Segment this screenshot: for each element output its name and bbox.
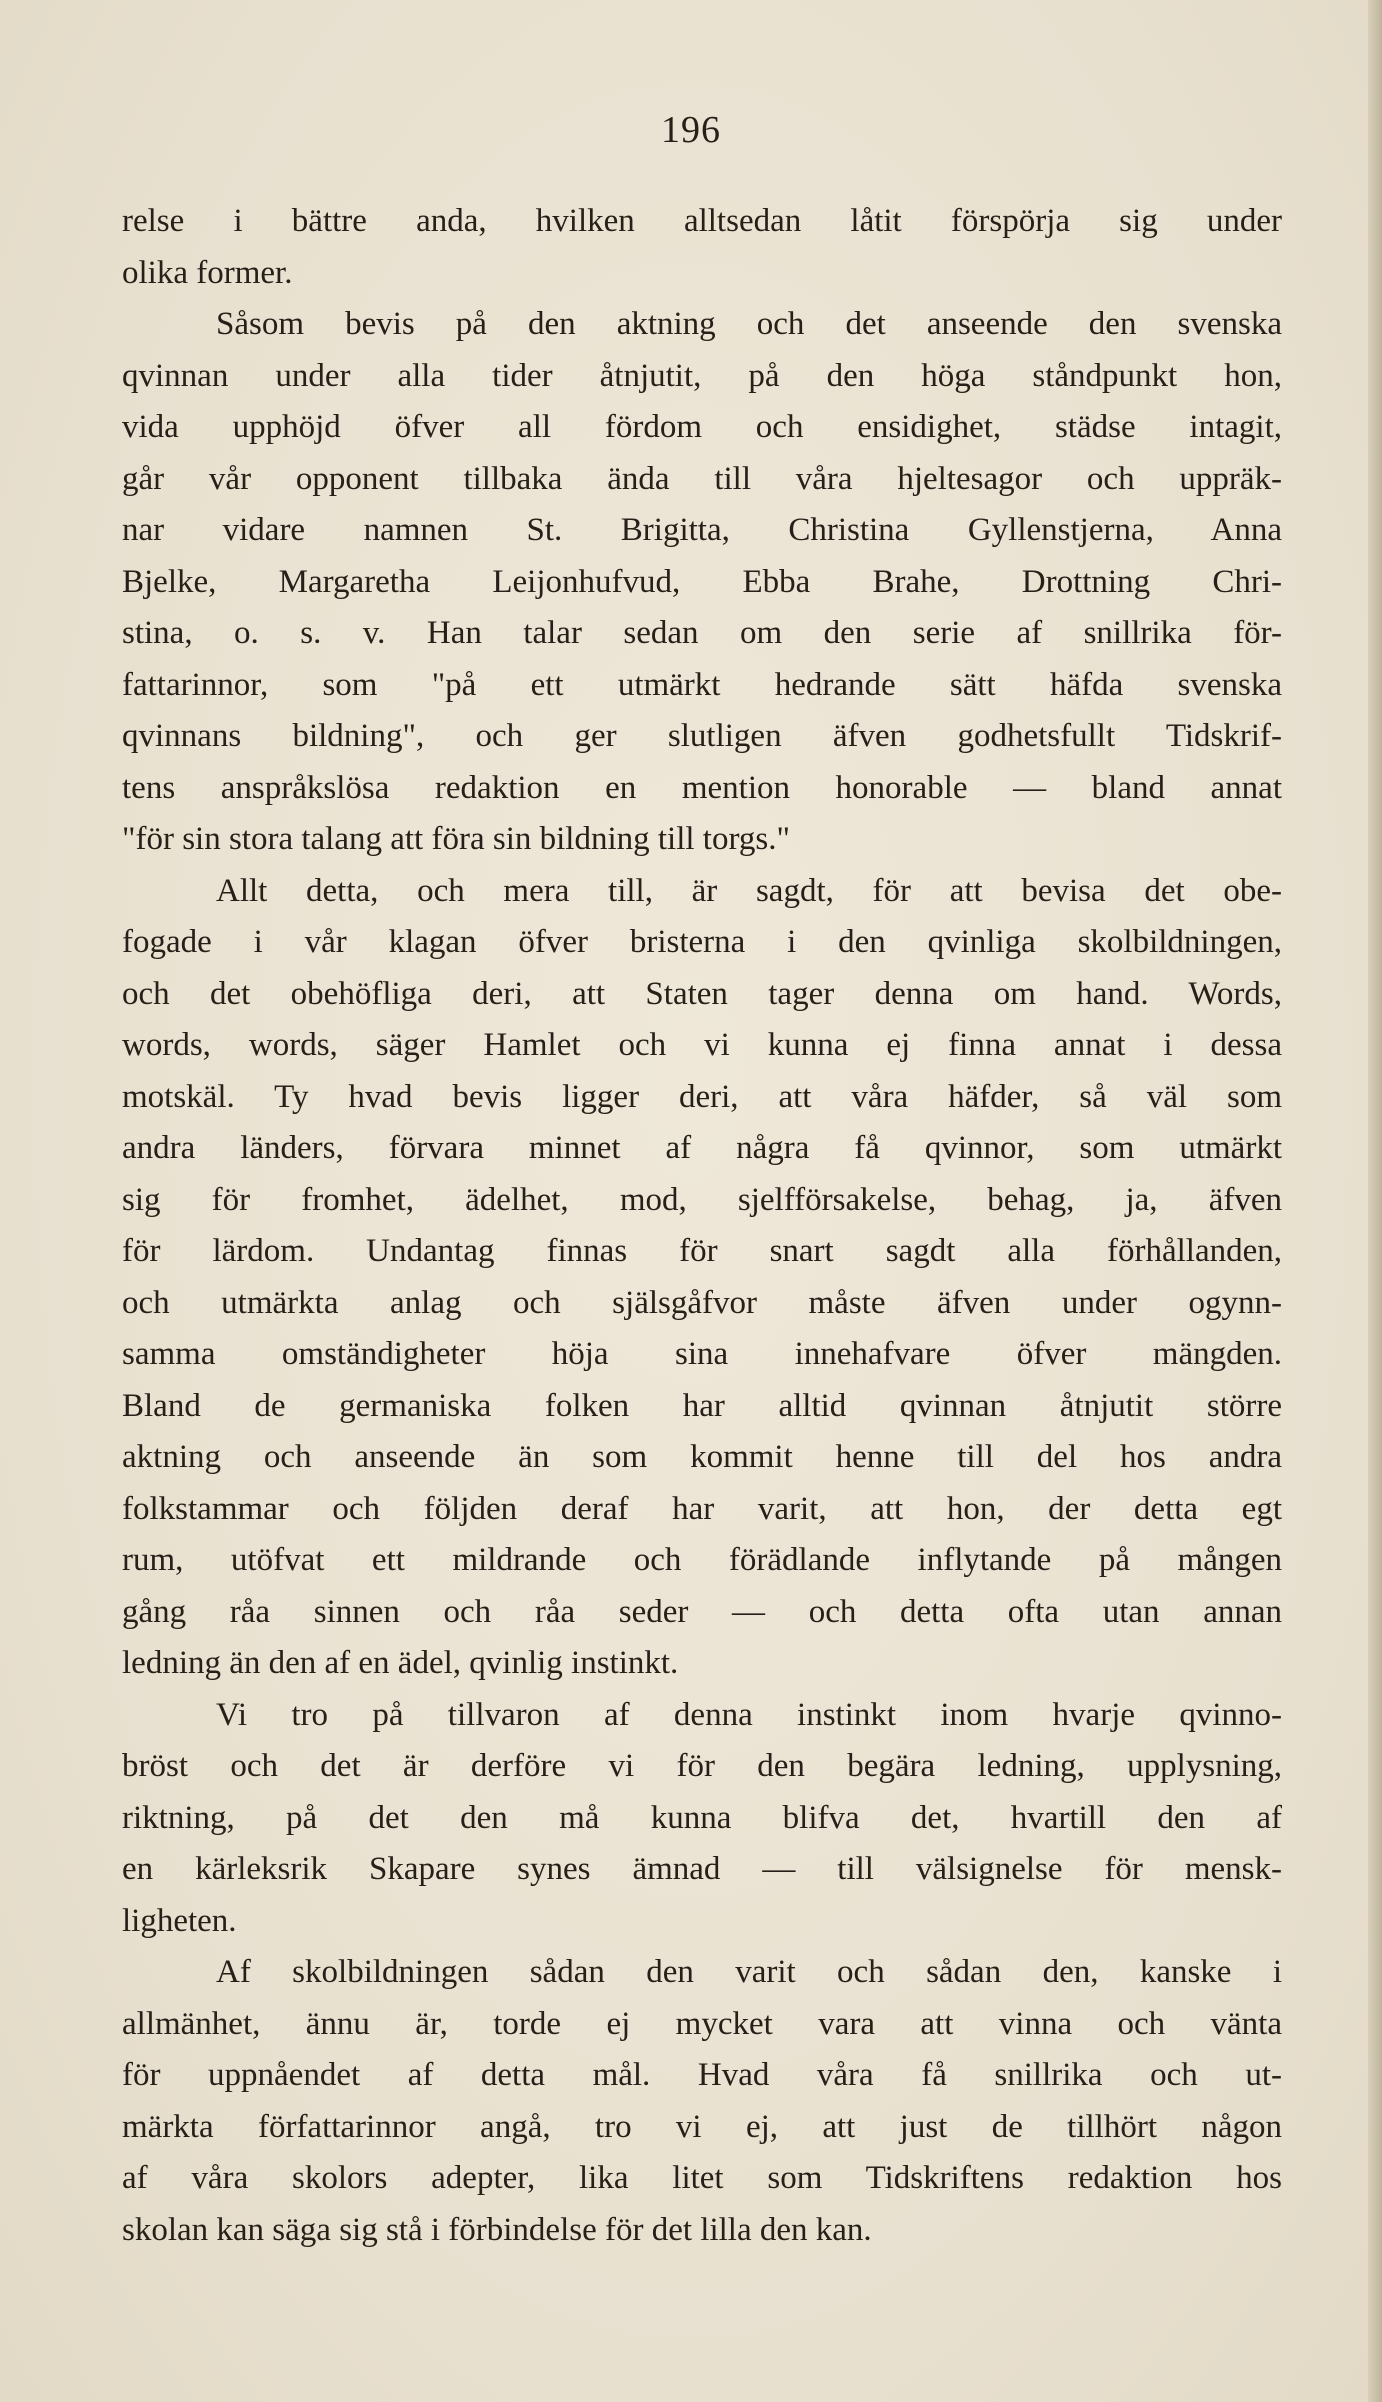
text-line: af våra skolors adepter, lika litet som Tidskriftens redaktion hos bbox=[122, 2160, 1282, 2196]
text-line: Såsom bevis på den aktning och det anseende den svenska bbox=[216, 306, 1282, 342]
body-text bbox=[122, 196, 1282, 2256]
text-line: folkstammar och följden deraf har varit, att hon, der detta egt bbox=[122, 1490, 1282, 1527]
text-line: skolan kan säga sig stå i förbindelse för det lilla den kan. bbox=[122, 2211, 872, 2248]
text-line: sig för fromhet, ädelhet, mod, sjelfförsakelse, behag, ja, äfven bbox=[122, 1181, 1282, 1218]
text-line: riktning, på det den må kunna blifva det, hvartill den af bbox=[122, 1799, 1282, 1836]
text-line: ledning än den af en ädel, qvinlig instinkt. bbox=[122, 1645, 679, 1681]
text-line: fogade i vår klagan öfver bristerna i den qvinliga skolbildningen, bbox=[122, 924, 1282, 960]
text-line: qvinnans bildning", och ger slutligen äfven godhetsfullt Tidskrif- bbox=[122, 718, 1282, 754]
text-line: motskäl. Ty hvad bevis ligger deri, att våra häfder, så väl som bbox=[122, 1078, 1282, 1115]
text-line: Af skolbildningen sådan den varit och sådan den, kanske i bbox=[216, 1954, 1282, 1990]
text-line: rum, utöfvat ett mildrande och förädlande inflytande på mången bbox=[122, 1542, 1282, 1578]
text-line: för uppnåendet af detta mål. Hvad våra få snillrika och ut- bbox=[122, 2057, 1282, 2093]
text-line: Vi tro på tillvaron af denna instinkt inom hvarje qvinno- bbox=[216, 1696, 1282, 1733]
text-line: Bland de germaniska folken har alltid qvinnan åtnjutit större bbox=[122, 1387, 1282, 1424]
text-line: fattarinnor, som "på ett utmärkt hedrande sätt häfda svenska bbox=[122, 666, 1282, 703]
text-line: andra länders, förvara minnet af några få qvinnor, som utmärkt bbox=[122, 1130, 1282, 1166]
text-line: bröst och det är derföre vi för den begära ledning, upplysning, bbox=[122, 1748, 1282, 1784]
text-line: olika former. bbox=[122, 254, 293, 291]
text-line: tens anspråkslösa redaktion en mention honorable — bland annat bbox=[122, 769, 1282, 806]
page-edge bbox=[1368, 0, 1382, 2402]
text-line: nar vidare namnen St. Brigitta, Christina Gyllenstjerna, Anna bbox=[122, 512, 1282, 548]
text-line: vida upphöjd öfver all fördom och ensidighet, städse intagit, bbox=[122, 409, 1282, 445]
text-line: qvinnan under alla tider åtnjutit, på den höga ståndpunkt hon, bbox=[122, 357, 1282, 394]
text-line: går vår opponent tillbaka ända till våra hjeltesagor och uppräk- bbox=[122, 460, 1282, 497]
text-line: och utmärkta anlag och själsgåfvor måste äfven under ogynn- bbox=[122, 1284, 1282, 1321]
text-line: Allt detta, och mera till, är sagdt, för att bevisa det obe- bbox=[216, 872, 1282, 909]
text-line: Bjelke, Margaretha Leijonhufvud, Ebba Brahe, Drottning Chri- bbox=[122, 563, 1282, 600]
text-line: en kärleksrik Skapare synes ämnad — till välsignelse för mensk- bbox=[122, 1851, 1282, 1887]
page-number: 196 bbox=[661, 109, 721, 151]
text-line: relse i bättre anda, hvilken alltsedan låtit förspörja sig under bbox=[122, 203, 1282, 239]
text-line: gång råa sinnen och råa seder — och detta ofta utan annan bbox=[122, 1593, 1282, 1630]
text-line: samma omständigheter höja sina innehafvare öfver mängden. bbox=[122, 1336, 1282, 1372]
text-line: och det obehöfliga deri, att Staten tager denna om hand. Words, bbox=[122, 975, 1282, 1012]
text-line: aktning och anseende än som kommit henne till del hos andra bbox=[122, 1439, 1282, 1475]
text-line: märkta författarinnor angå, tro vi ej, att just de tillhört någon bbox=[122, 2108, 1282, 2145]
text-line: för lärdom. Undantag finnas för snart sagdt alla förhållanden, bbox=[122, 1233, 1282, 1269]
text-line: words, words, säger Hamlet och vi kunna ej finna annat i dessa bbox=[122, 1027, 1282, 1063]
text-line: "för sin stora talang att föra sin bildning till torgs." bbox=[122, 821, 790, 857]
text-line: ligheten. bbox=[122, 1902, 237, 1939]
text-line: stina, o. s. v. Han talar sedan om den serie af snillrika för- bbox=[122, 615, 1282, 651]
text-line: allmänhet, ännu är, torde ej mycket vara att vinna och vänta bbox=[122, 2005, 1282, 2042]
